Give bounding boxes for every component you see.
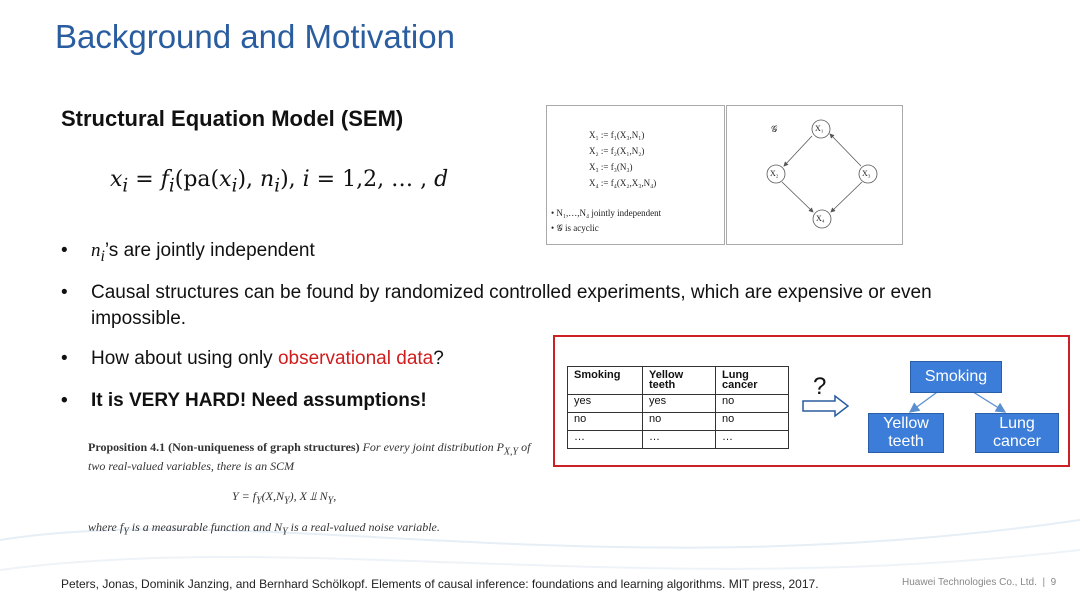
section-subtitle: Structural Equation Model (SEM) <box>61 106 404 131</box>
table-cell: yes <box>568 395 643 413</box>
proposition-formula: $Y = f_Y(X,N_Y)$, X ⫫ $N_Y$, <box>232 489 337 507</box>
table-header-cell: Lung cancer <box>716 367 789 395</box>
table-cell: no <box>716 413 789 431</box>
observational-data-table <box>567 366 789 449</box>
graph-node-x1: X₁ <box>815 124 824 133</box>
sem-eq-1: X₁ := f₁(X₃,N₁) <box>589 130 645 140</box>
sem-equations-figure <box>546 105 725 245</box>
table-header-row <box>568 367 789 395</box>
sem-note-independent: • N₁,…,N₄ jointly independent <box>551 208 662 218</box>
graph-node-smoking: Smoking <box>910 361 1002 393</box>
page-title: Background and Motivation <box>55 18 455 55</box>
sem-eq-4: X₄ := f₄(X₂,X₃,N₄) <box>589 178 657 188</box>
footer-company: Huawei Technologies Co., Ltd. | 9 <box>902 577 1057 588</box>
graph-node-lung-cancer: Lung cancer <box>975 413 1059 453</box>
sem-eq-2: X₂ := f₂(X₁,N₂) <box>589 146 645 156</box>
sem-eq-3: X₃ := f₃(N₃) <box>589 162 633 172</box>
implication-arrow-icon <box>801 394 851 418</box>
proposition-text: Proposition 4.1 (Non-uniqueness of graph structures) For every joint distribution $P_{X,Y}$ of two real-valued variables, there is an SCM <box>88 440 531 474</box>
table-header-cell: Yellow teeth <box>643 367 716 395</box>
graph-node-yellow-teeth: Yellow teeth <box>868 413 944 453</box>
table-row <box>568 395 789 413</box>
footer-reference: Peters, Jonas, Dominik Janzing, and Bernhard Schölkopf. Elements of causal inference: foundations and learning algorithms. MIT press, 2017. <box>61 577 819 591</box>
table-cell: no <box>716 395 789 413</box>
table-cell: … <box>643 431 716 449</box>
proposition-where: where $f_Y$ is a measurable function and $N_Y$ is a real-valued noise variable. <box>88 520 440 538</box>
table-cell: no <box>568 413 643 431</box>
table-cell: no <box>643 413 716 431</box>
table-cell: … <box>568 431 643 449</box>
graph-node-x4: X₄ <box>816 214 825 223</box>
graph-label: 𝒢 <box>771 124 778 134</box>
page-number: 9 <box>1050 577 1057 588</box>
question-mark: ? <box>813 373 827 400</box>
sem-equation: $x_i = f_i(pa(x_i)$, $n_i$), i = 1,2, … , d <box>110 167 449 197</box>
table-row <box>568 431 789 449</box>
sem-graph-figure <box>726 105 903 245</box>
graph-node-x3: X₃ <box>862 169 871 178</box>
graph-node-x2: X₂ <box>770 169 779 178</box>
table-cell: … <box>716 431 789 449</box>
sem-note-acyclic: • 𝒢 is acyclic <box>551 223 599 233</box>
table-row <box>568 413 789 431</box>
table-cell: yes <box>643 395 716 413</box>
table-header-cell: Smoking <box>568 367 643 395</box>
